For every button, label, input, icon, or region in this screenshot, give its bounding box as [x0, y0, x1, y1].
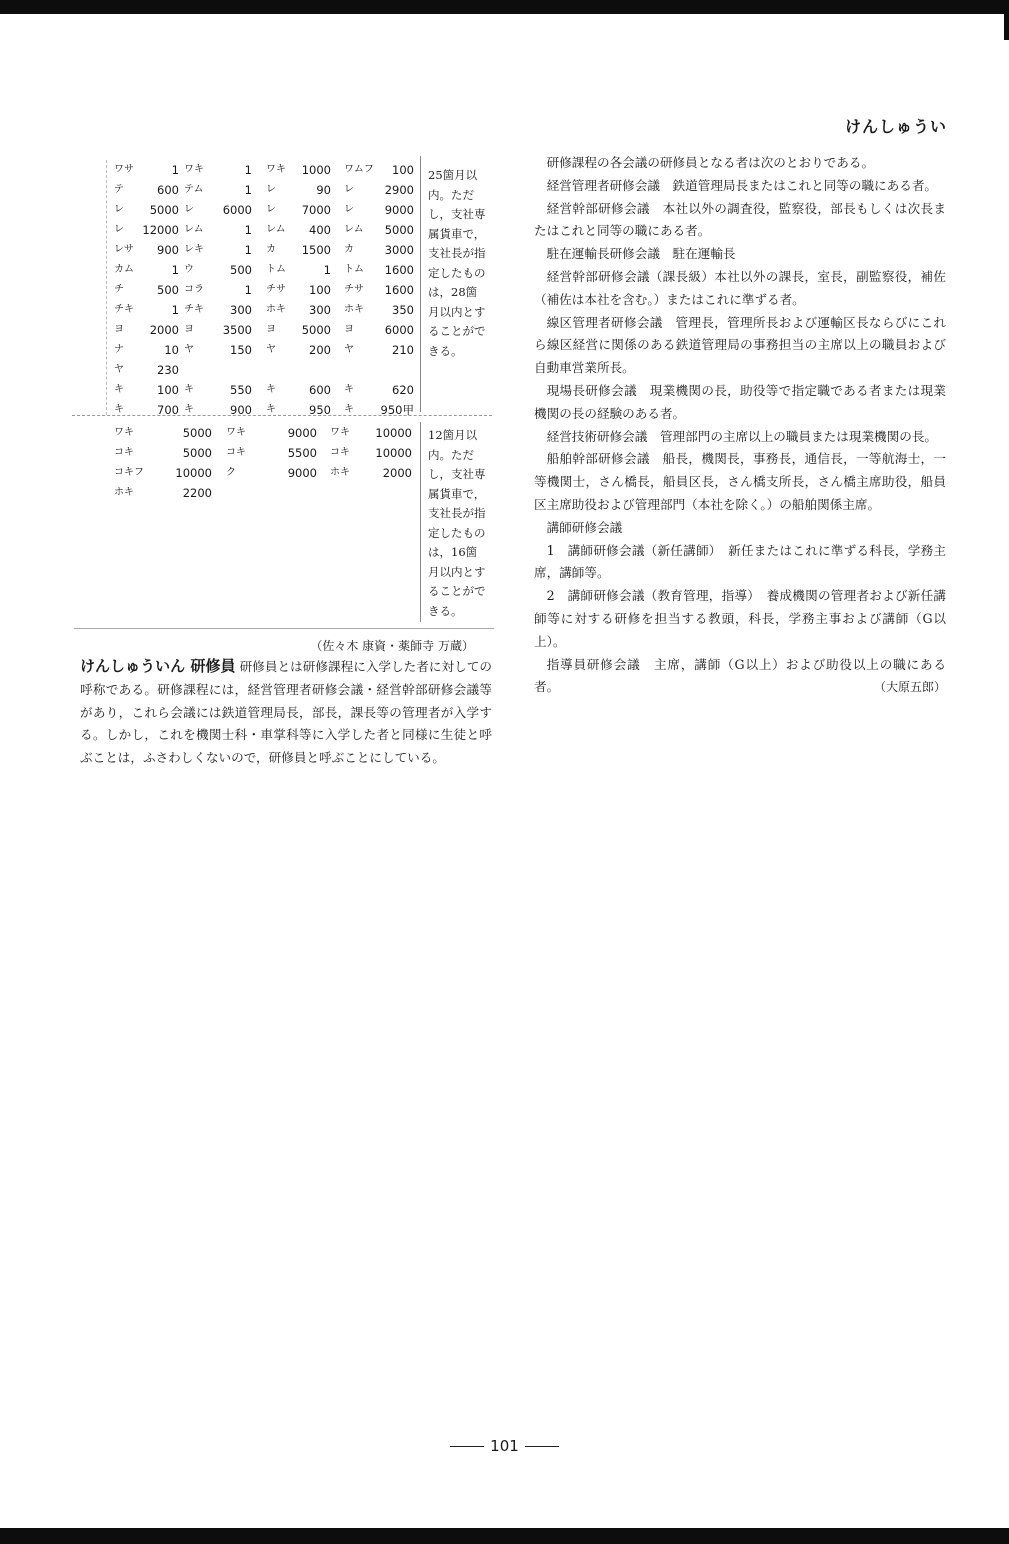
car-number-cell: 950甲: [380, 403, 414, 417]
car-number-cell: 230: [157, 363, 179, 377]
car-type-cell: ク: [226, 467, 236, 478]
right-paragraph: 経営幹部研修会議（課長級）本社以外の課長，室長，副監察役，補佐（補佐は本社を含む。）またはこれに準ずる者。: [534, 268, 946, 307]
car-number-cell: 1600: [384, 283, 414, 297]
car-type-cell: レム: [266, 224, 286, 235]
car-number-cell: 5000: [301, 323, 331, 337]
car-type-cell: コキ: [226, 447, 246, 458]
right-paragraph: 1 講師研修会議（新任講師） 新任またはこれに準ずる科長，学務主席，講師等。: [534, 542, 946, 581]
right-paragraph: 駐在運輸長研修会議 駐在運輸長: [546, 246, 736, 262]
car-number-cell: 400: [309, 223, 331, 237]
table2-note: 12箇月以内。ただし，支社専属貨車で，支社長が指定したものは，16箇月以内とすることができる。: [428, 428, 486, 618]
car-number-cell: 300: [230, 303, 252, 317]
car-number-cell: 100: [392, 163, 414, 177]
right-paragraph: 研修課程の各会議の研修員となる者は次のとおりである。: [546, 155, 875, 170]
right-paragraph: 経営技術研修会議 管理部門の主席以上の職員または現業機関の長。: [546, 428, 937, 444]
car-number-cell: 1: [171, 263, 179, 277]
car-number-cell: 620: [392, 383, 414, 397]
credit-right: （大原五郎）: [873, 680, 946, 695]
car-number-cell: 1: [244, 283, 252, 297]
car-type-cell: テム: [184, 184, 204, 195]
credit-left: （佐々木 康資・薬師寺 万蔵）: [310, 639, 474, 653]
right-paragraph: 経営管理者研修会議 鉄道管理局長またはこれと同等の職にある者。: [546, 177, 937, 193]
car-type-cell: ヤ: [184, 344, 194, 355]
car-number-cell: 700: [157, 403, 179, 417]
car-number-cell: 210: [392, 343, 414, 357]
car-type-cell: キ: [266, 404, 276, 415]
table1-note: 25箇月以内。ただし，支社専属貨車で，支社長が指定したものは，28箇月以内とすることができる。: [428, 168, 486, 358]
car-number-cell: 5500: [287, 446, 317, 460]
car-number-cell: 900: [230, 403, 252, 417]
car-type-cell: ワキ: [184, 164, 204, 175]
car-number-cell: 1500: [301, 243, 331, 257]
right-paragraph: 現場長研修会議 現業機関の長，助役等で指定職である者または現業機関の長の経験のある者。: [534, 382, 946, 421]
car-number-cell: 10000: [375, 446, 412, 460]
car-number-cell: 100: [157, 383, 179, 397]
right-paragraph: 経営幹部研修会議 本社以外の調査役，監察役，部長もしくは次長またはこれと同等の職にある者。: [534, 200, 946, 239]
entry-text: 研修員とは研修課程に入学した者に対しての呼称である。研修課程には，経営管理者研修会議・経営幹部研修会議等があり，これら会議には鉄道管理局長，部長，課長等の管理者が入学する。しかし，これを機関士科・車掌科等に入学した者と同様に生徒と呼ぶことは，ふさわしくないので，研修員と呼ぶことにしている。: [80, 659, 493, 766]
car-type-cell: コラ: [184, 284, 204, 295]
car-number-cell: 600: [309, 383, 331, 397]
top-border-edge: [1004, 0, 1009, 40]
car-number-cell: 90: [316, 183, 331, 197]
car-type-cell: コキ: [330, 447, 350, 458]
car-type-cell: コキフ: [114, 467, 144, 478]
car-number-cell: 500: [230, 263, 252, 277]
car-type-cell: キ: [184, 404, 194, 415]
car-number-cell: 600: [157, 183, 179, 197]
car-type-cell: ワキ: [226, 427, 246, 438]
car-type-cell: チキ: [184, 304, 204, 315]
page-dash-left: [450, 1446, 484, 1447]
car-number-cell: 1: [244, 223, 252, 237]
car-type-cell: レ: [114, 224, 124, 235]
car-type-cell: ワキ: [330, 427, 350, 438]
car-type-cell: ワサ: [114, 164, 134, 175]
car-number-cell: 1600: [384, 263, 414, 277]
car-type-cell: レ: [344, 204, 354, 215]
car-number-cell: 5000: [384, 223, 414, 237]
car-type-cell: ヤ: [114, 364, 124, 375]
car-number-cell: 1: [323, 263, 331, 277]
car-type-cell: テ: [114, 184, 124, 195]
car-number-cell: 300: [309, 303, 331, 317]
car-number-cell: 1: [244, 163, 252, 177]
car-type-cell: トム: [266, 264, 286, 275]
car-type-cell: レ: [266, 204, 276, 215]
car-number-cell: 10000: [375, 426, 412, 440]
car-type-cell: レ: [266, 184, 276, 195]
car-number-cell: 900: [157, 243, 179, 257]
car-type-cell: ヤ: [344, 344, 354, 355]
entry-keyword: けんしゅういん 研修員: [80, 657, 236, 675]
car-number-cell: 3000: [384, 243, 414, 257]
car-number-cell: 1: [171, 303, 179, 317]
right-paragraph: 講師研修会議: [546, 519, 623, 535]
car-type-cell: キ: [184, 384, 194, 395]
car-number-cell: 3500: [222, 323, 252, 337]
car-type-cell: レ: [114, 204, 124, 215]
car-type-cell: レサ: [114, 244, 134, 255]
car-number-cell: 6000: [222, 203, 252, 217]
car-type-cell: ヨ: [344, 324, 354, 335]
car-number-cell: 2200: [182, 486, 212, 500]
car-number-cell: 5000: [182, 446, 212, 460]
car-type-cell: ホキ: [114, 487, 134, 498]
car-number-cell: 10000: [175, 466, 212, 480]
car-type-cell: キ: [114, 384, 124, 395]
car-number-cell: 1: [244, 243, 252, 257]
car-type-cell: チ: [114, 284, 124, 295]
car-number-cell: 6000: [384, 323, 414, 337]
car-type-cell: ウ: [184, 264, 194, 275]
car-number-cell: 5000: [182, 426, 212, 440]
table-row: [104, 400, 494, 420]
page-number: [0, 1437, 1009, 1455]
car-type-cell: カム: [114, 264, 134, 275]
table-row: [104, 380, 494, 400]
car-number-cell: 9000: [287, 466, 317, 480]
right-paragraph: 線区管理者研修会議 管理長，管理所長および運輸区長ならびにこれら線区経営に関係のある鉄道管理局の事務担当の主席以上の職員および自動車営業所長。: [534, 314, 946, 376]
car-type-cell: レ: [184, 204, 194, 215]
car-number-cell: 12000: [142, 223, 179, 237]
car-type-cell: キ: [266, 384, 276, 395]
car-type-cell: カ: [266, 244, 276, 255]
right-paragraph: 船舶幹部研修会議 船長，機関長，事務長，通信長，一等航海士，一等機関士，さん橋長，船員区長，さん橋支所長，さん橋主席助役，船員区主席助役および管理部門（本社を除く。）の船舶関係主席。: [534, 451, 946, 512]
car-number-cell: 9000: [287, 426, 317, 440]
car-type-cell: ナ: [114, 344, 124, 355]
car-type-cell: キ: [344, 404, 354, 415]
car-number-cell: 1000: [301, 163, 331, 177]
car-type-cell: チキ: [114, 304, 134, 315]
bottom-border: [0, 1528, 1009, 1544]
car-number-cell: 100: [309, 283, 331, 297]
table-row: [104, 360, 494, 380]
car-number-cell: 7000: [301, 203, 331, 217]
car-number-cell: 1: [171, 163, 179, 177]
car-number-cell: 1: [244, 183, 252, 197]
car-type-cell: コキ: [114, 447, 134, 458]
section-divider: [74, 628, 494, 629]
car-type-cell: ワムフ: [344, 164, 374, 175]
car-type-cell: ヤ: [266, 344, 276, 355]
table-divider: [72, 415, 492, 416]
car-type-cell: レ: [344, 184, 354, 195]
running-header: けんしゅうい: [844, 117, 947, 136]
car-number-cell: 150: [230, 343, 252, 357]
page-number-text: 101: [490, 1437, 519, 1455]
right-column: [534, 152, 946, 699]
right-paragraph: 指導員研修会議 主席，講師（G以上）および助役以上の職にある者。: [534, 656, 946, 695]
car-number-cell: 550: [230, 383, 252, 397]
car-type-cell: ホキ: [330, 467, 350, 478]
car-type-cell: ホキ: [344, 304, 364, 315]
car-type-cell: レム: [344, 224, 364, 235]
car-number-cell: 10: [164, 343, 179, 357]
car-number-cell: 950: [309, 403, 331, 417]
car-type-cell: レム: [184, 224, 204, 235]
page-dash-right: [525, 1446, 559, 1447]
car-type-cell: ヨ: [114, 324, 124, 335]
car-number-cell: 5000: [149, 203, 179, 217]
car-number-cell: 350: [392, 303, 414, 317]
car-type-cell: ワキ: [114, 427, 134, 438]
car-number-cell: 2000: [382, 466, 412, 480]
car-type-cell: ワキ: [266, 164, 286, 175]
car-type-cell: チサ: [344, 284, 364, 295]
car-type-cell: ホキ: [266, 304, 286, 315]
car-type-cell: ヨ: [266, 324, 276, 335]
car-type-cell: トム: [344, 264, 364, 275]
car-number-cell: 500: [157, 283, 179, 297]
car-number-cell: 2000: [149, 323, 179, 337]
car-type-cell: カ: [344, 244, 354, 255]
car-number-cell: 9000: [384, 203, 414, 217]
car-type-cell: レキ: [184, 244, 204, 255]
car-type-cell: ヨ: [184, 324, 194, 335]
car-type-cell: キ: [344, 384, 354, 395]
right-paragraph: 2 講師研修会議（教育管理，指導） 養成機関の管理者および新任講師等に対する研修を担当する教頭，科長，学務主事および講師（G以上）。: [534, 588, 946, 649]
car-type-cell: キ: [114, 404, 124, 415]
car-number-cell: 200: [309, 343, 331, 357]
car-number-cell: 2900: [384, 183, 414, 197]
entry-paragraph: [80, 655, 492, 770]
top-border: [0, 0, 1009, 14]
car-type-cell: チサ: [266, 284, 286, 295]
